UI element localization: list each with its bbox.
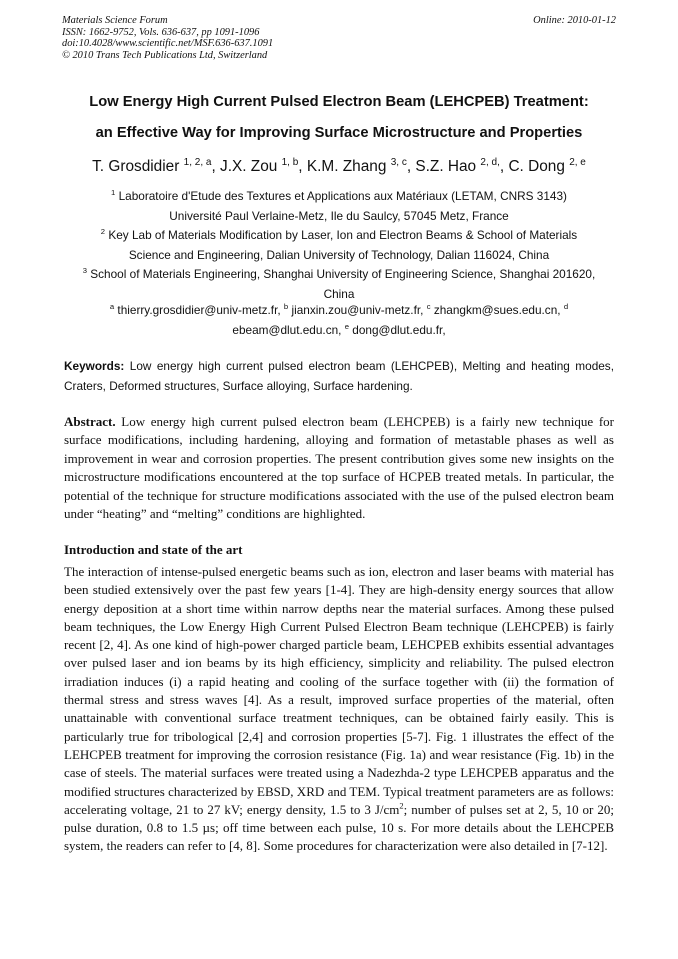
paper-title-line1: Low Energy High Current Pulsed Electron Beam (LEHCPEB) Treatment: bbox=[89, 94, 589, 110]
author-list bbox=[30, 157, 648, 177]
section-heading: Introduction and state of the art bbox=[64, 542, 243, 557]
copyright-line: © 2010 Trans Tech Publications Ltd, Switzerland bbox=[62, 49, 268, 61]
author: T. Grosdidier $^{1, 2, a}$, bbox=[92, 156, 221, 175]
affiliations bbox=[40, 187, 638, 304]
keywords-text: Low energy high current pulsed electron beam (LEHCPEB), Melting and heating modes, Craters, Deformed structures, Surface alloying, Surface hardening. bbox=[64, 359, 614, 393]
email-link[interactable]: jianxin.zou@univ-metz.fr, bbox=[291, 303, 424, 317]
keywords-label: Keywords: bbox=[64, 359, 125, 373]
abstract-section bbox=[64, 413, 614, 523]
affiliation-2-line2: Science and Engineering, Dalian University of Technology, Dalian 116024, China bbox=[128, 247, 550, 262]
email-link[interactable]: zhangkm@sues.edu.cn, bbox=[433, 303, 561, 317]
affiliation-1-line1: $^1$ Laboratoire d'Etude des Textures et Applications aux Matériaux (LETAM, CNRS 3143) bbox=[111, 188, 567, 203]
affiliation-3-line2: China bbox=[323, 286, 355, 301]
keywords-section bbox=[64, 357, 614, 396]
email-link[interactable]: dong@dlut.edu.fr, bbox=[352, 322, 446, 337]
journal-name: Materials Science Forum bbox=[62, 15, 168, 26]
email-link[interactable]: ebeam@dlut.edu.cn, bbox=[232, 322, 342, 337]
affiliation-1-line2: Université Paul Verlaine-Metz, Ile du Saulcy, 57045 Metz, France bbox=[169, 208, 509, 223]
issn-line: ISSN: 1662-9752, Vols. 636-637, pp 1091-1096 bbox=[62, 26, 260, 38]
abstract-label: Abstract. bbox=[64, 414, 116, 429]
author: S.Z. Hao $^{2, d,}$, bbox=[415, 156, 509, 175]
abstract-text: Low energy high current pulsed electron beam (LEHCPEB) is a fairly new technique for surface modifications, including hardening, alloying and formation of metastable phases as well as improvement in wear and corrosion properties. The present contribution gives some new insights on the microstructure modifications encountered at the top surface of HCPEB treated metals. In particular, the potential of the technique for structure modifications associated with the use of the pulsed electron beam under “heating” and “melting” conditions are highlighted. bbox=[64, 414, 614, 522]
affiliation-3-line1: $^3$ School of Materials Engineering, Shanghai University of Engineering Science, Shanghai 201620, bbox=[82, 266, 596, 281]
paper-title-line2: an Effective Way for Improving Surface Microstructure and Properties bbox=[95, 125, 583, 141]
email-link[interactable]: thierry.grosdidier@univ-metz.fr, bbox=[117, 303, 281, 317]
doi-line: doi:10.4028/www.scientific.net/MSF.636-637.1091 bbox=[62, 38, 274, 50]
author: K.M. Zhang $^{3, c}$, bbox=[306, 156, 416, 175]
online-date: Online: 2010-01-12 bbox=[533, 15, 616, 26]
email-list: $^a$ thierry.grosdidier@univ-metz.fr, $^b$ jianxin.zou@univ-metz.fr, $^c$ zhangkm@sues.edu.cn, $^d$ ebeam@dlut.edu.cn, $^e$ dong@dlut.edu.fr, bbox=[109, 302, 569, 337]
author: C. Dong $^{2, e}$ bbox=[508, 156, 586, 175]
journal-header bbox=[62, 15, 273, 61]
intro-paragraph: The interaction of intense-pulsed energetic beams such as ion, electron and laser beams with material has been studied extensively over the past few years [1-4]. They are high-density energy sources that allow energy deposition at a short time within narrow depths near the material surfaces. Among these pulsed beam techniques, the Low Energy High Current Pulsed Electron Beam technique (LEHCPEB) is fairly recent [2, 4]. As one kind of high-power charged particle beam, LEHCPEB exhibits essential advantages over pulsed laser and ion beams by its high efficiency, simplicity and reliability. The pulsed electron irradiation induces (i) a rapid heating and cooling of the surface together with (ii) the formation of thermal stress and stress waves [4]. As a result, improved surface properties of the material, often unattainable with conventional surface treatment techniques, can be obtained fairly easily. This is particularly true for tribological [2,4] and corrosion properties [5-7]. Fig. 1 illustrates the effect of the LEHCPEB treatment for improving the corrosion resistance (Fig. 1a) and wear resistance (Fig. 1b) in the case of steels. The material surfaces were treated using a Nadezhda-2 type LEHCPEB apparatus and the modified structures characterized by EBSD, XRD and TEM. Typical treatment parameters are as follows: accelerating voltage, 21 to 27 kV; energy density, 1.5 to 3 $J/cm^2$; number of pulses set at 2, 5, 10 or 20; pulse duration, 0.8 to 1.5 µs; off time between each pulse, 10 s. For more details about the LEHCPEB system, the readers can refer to [4, 8]. Some procedures for characterization were also detailed in [7-12]. bbox=[64, 564, 614, 854]
author: J.X. Zou $^{1, b}$, bbox=[220, 156, 307, 175]
affiliation-2-line1: $^2$ Key Lab of Materials Modification by Laser, Ion and Electron Beams & School of Materials bbox=[100, 227, 578, 242]
